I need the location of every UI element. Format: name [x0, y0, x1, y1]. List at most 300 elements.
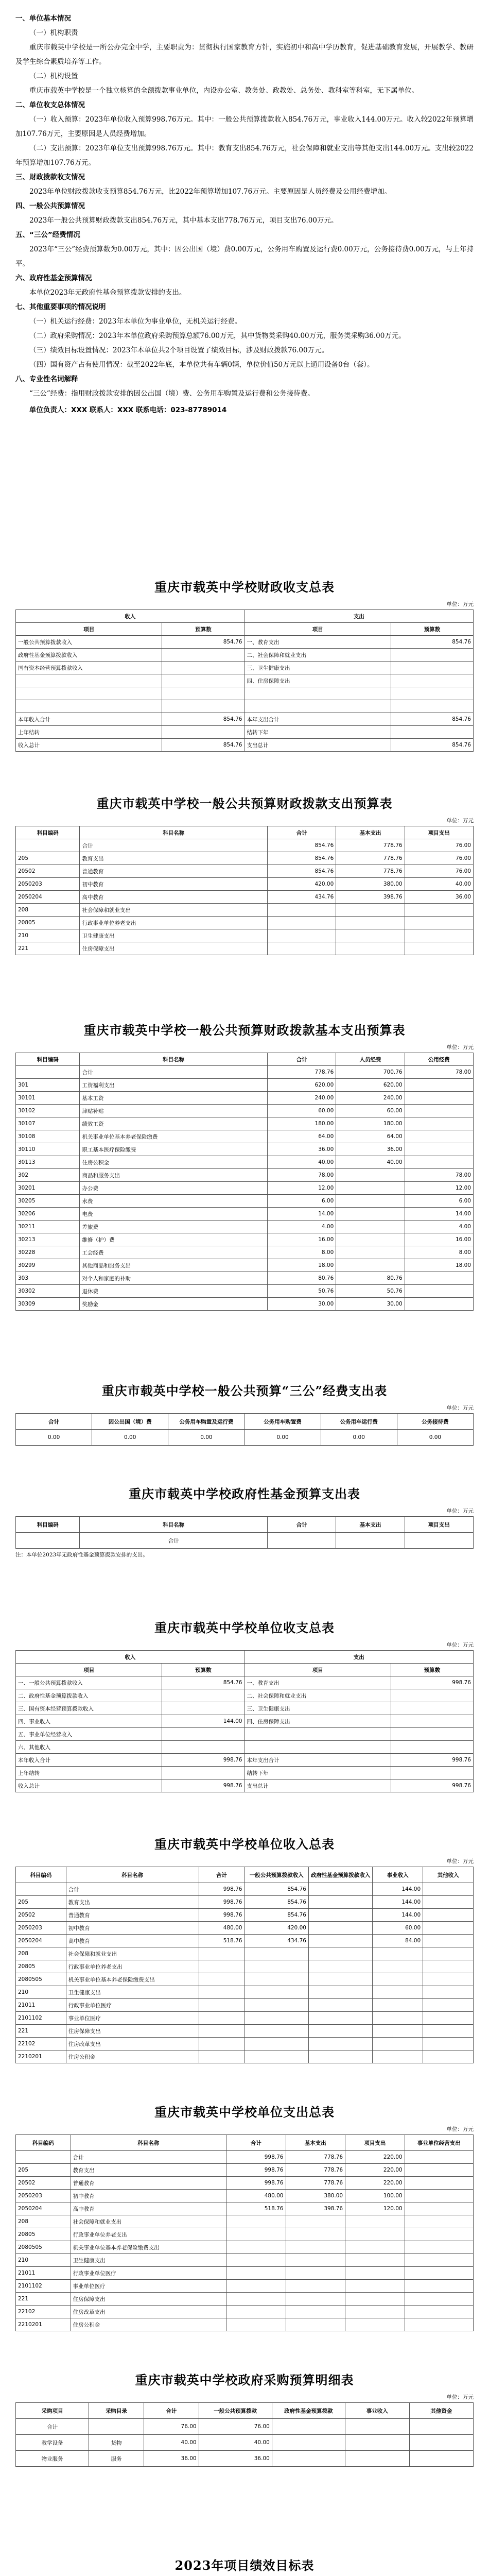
table-row — [16, 2419, 474, 2435]
table-row — [16, 1117, 474, 1130]
table-cell — [16, 674, 162, 687]
paragraph: “三公”经费：指用财政拨款安排的因公出国（境）费、公务用车购置及运行费和公务接待费。 — [29, 389, 315, 398]
table-cell — [226, 2254, 286, 2267]
table-row — [16, 1195, 474, 1208]
table-cell: 518.76 — [199, 1935, 244, 1947]
table-cell: 电费 — [80, 1208, 267, 1221]
table-cell: 30299 — [16, 1259, 80, 1272]
table-row — [16, 2280, 474, 2293]
table-title: 重庆市载英中学校政府采购预算明细表 — [135, 2372, 354, 2387]
table-cell: 住房改革支出 — [66, 2038, 199, 2050]
table-cell: 380.00 — [336, 878, 405, 891]
table-cell — [391, 674, 473, 687]
table-cell — [345, 2254, 405, 2267]
table-cell: 住房保障支出 — [80, 942, 267, 955]
table-cell — [308, 1986, 372, 1999]
table-cell: 998.76 — [199, 1896, 244, 1909]
heading: 一、单位基本情况 — [15, 14, 71, 23]
table-row — [16, 1130, 474, 1143]
table-cell — [286, 2228, 345, 2241]
table-row — [16, 2215, 474, 2228]
table-cell — [162, 700, 244, 713]
table-cell: 普通教育 — [80, 865, 267, 878]
table-cell: 结转下年 — [244, 726, 391, 739]
table-cell — [391, 649, 473, 662]
table-cell: 220.00 — [345, 2177, 405, 2190]
table-cell — [162, 1741, 244, 1754]
table-cell: 20502 — [16, 865, 80, 878]
table-cell — [286, 2280, 345, 2293]
table-cell — [345, 2241, 405, 2254]
table-cell: 住房保障支出 — [66, 2025, 199, 2038]
column-header: 项目支出 — [345, 2135, 405, 2151]
column-header: 政府性基金预算拨款 — [272, 2403, 345, 2419]
table-cell: 其他商品和服务支出 — [80, 1259, 267, 1272]
unit-label: 单位：万元 — [446, 818, 474, 824]
table-cell: 854.76 — [267, 839, 336, 852]
table-cell: 支出总计 — [244, 739, 391, 752]
table-cell — [199, 1960, 244, 1973]
column-header: 事业单位经营支出 — [405, 2135, 473, 2151]
table-cell: 420.00 — [267, 878, 336, 891]
table-cell: 854.76 — [244, 1896, 308, 1909]
table-cell: 教育支出 — [71, 2164, 226, 2177]
unit-label: 单位：万元 — [446, 1405, 474, 1411]
unit-label: 单位：万元 — [446, 1044, 474, 1050]
table-cell — [336, 1195, 405, 1208]
table-cell: 四、住房保障支出 — [244, 674, 391, 687]
table-cell — [308, 1999, 372, 2012]
table-cell — [286, 2318, 345, 2331]
table-row — [16, 726, 474, 739]
table-cell: 教育支出 — [80, 852, 267, 865]
table-cell — [226, 2318, 286, 2331]
table-cell — [336, 1169, 405, 1182]
unit-label: 单位：万元 — [446, 2394, 474, 2400]
table-row — [16, 1156, 474, 1169]
column-header: 科目名称 — [66, 1867, 199, 1883]
table-cell: 778.76 — [336, 839, 405, 852]
table-cell — [345, 2215, 405, 2228]
table-cell: 380.00 — [286, 2190, 345, 2202]
table-cell: 30213 — [16, 1233, 80, 1246]
table-cell — [345, 2435, 409, 2451]
table-cell — [345, 2318, 405, 2331]
table-cell: 2050203 — [16, 878, 80, 891]
table-row — [16, 1221, 474, 1233]
header-row — [16, 1053, 474, 1066]
table-cell — [16, 2151, 71, 2164]
table-cell: 16.00 — [405, 1233, 473, 1246]
table-cell: 302 — [16, 1169, 80, 1182]
table-cell: 434.76 — [267, 891, 336, 904]
unit-label: 单位：万元 — [446, 1858, 474, 1865]
table-cell — [162, 1702, 244, 1715]
table-cell — [267, 929, 336, 942]
table-cell: 14.00 — [267, 1208, 336, 1221]
table-cell — [226, 2280, 286, 2293]
table-body — [16, 1883, 474, 2063]
table-cell: 998.76 — [226, 2177, 286, 2190]
table-cell: 21011 — [16, 2267, 71, 2280]
table-cell — [272, 2435, 345, 2451]
table-cell — [336, 1233, 405, 1246]
table-cell — [308, 1896, 372, 1909]
table-cell — [162, 726, 244, 739]
table-cell: 76.00 — [405, 865, 473, 878]
column-header: 采购项目 — [16, 2403, 89, 2419]
table-row — [16, 1066, 474, 1079]
paragraph: 重庆市载英中学校是一所公办完全中学，主要职责为：贯彻执行国家教育方针，实施初中和高中学历教育，促进基础教育发展，开展教学、教研及学生综合素质培养等工作。 — [15, 43, 474, 66]
table-cell — [405, 2202, 473, 2215]
table-cell — [244, 2025, 308, 2038]
table-cell — [199, 1973, 244, 1986]
table-cell — [244, 1728, 391, 1741]
table-cell: 998.76 — [226, 2164, 286, 2177]
table-row — [16, 1689, 474, 1702]
column-header: 预算数 — [391, 623, 473, 636]
table-cell: 行政事业单位医疗 — [71, 2267, 226, 2280]
table-row — [16, 2241, 474, 2254]
table-cell: 2080505 — [16, 1973, 66, 1986]
table-cell: 办公费 — [80, 1182, 267, 1195]
table-cell — [267, 942, 336, 955]
table-cell — [199, 1947, 244, 1960]
table-cell — [308, 2038, 372, 2050]
table-cell — [244, 687, 391, 700]
income-table — [15, 1867, 474, 2063]
table-cell: 398.76 — [286, 2202, 345, 2215]
table-cell: 50.76 — [336, 1285, 405, 1298]
table-body — [16, 839, 474, 955]
table-cell — [405, 2306, 473, 2318]
table-cell: 30113 — [16, 1156, 80, 1169]
table-cell: 16.00 — [267, 1233, 336, 1246]
table-cell: 778.76 — [286, 2164, 345, 2177]
table-cell: 卫生健康支出 — [71, 2254, 226, 2267]
table-row — [16, 1298, 474, 1311]
table-cell: 40.00 — [144, 2435, 199, 2451]
table-cell — [423, 1922, 474, 1935]
table-cell: 78.00 — [267, 1169, 336, 1182]
column-header: 科目编码 — [16, 826, 80, 839]
table-row — [16, 2151, 474, 2164]
table-cell: 2050203 — [16, 2190, 71, 2202]
table-row — [16, 1728, 474, 1741]
unit-summary-table — [15, 1650, 474, 1792]
table-cell: 998.76 — [162, 1754, 244, 1767]
procurement-table — [15, 2402, 474, 2467]
table-cell: 998.76 — [391, 1754, 473, 1767]
table-cell: 合计 — [80, 1533, 267, 1549]
column-header: 合计 — [267, 1053, 336, 1066]
table-cell — [226, 2267, 286, 2280]
table-cell: 22102 — [16, 2306, 71, 2318]
table-title: 重庆市载英中学校单位收支总表 — [154, 1620, 335, 1635]
table-cell: 高中教育 — [66, 1935, 199, 1947]
table-cell: 620.00 — [267, 1079, 336, 1092]
data-row — [16, 1430, 474, 1446]
table-cell: 收入总计 — [16, 1780, 162, 1792]
table-row — [16, 1922, 474, 1935]
table-cell: 二、政府性基金预算拨款收入 — [16, 1689, 162, 1702]
table-row — [16, 1947, 474, 1960]
table-cell — [405, 1105, 473, 1117]
table-cell — [405, 929, 473, 942]
table-cell: 210 — [16, 1986, 66, 1999]
table-cell — [373, 2025, 423, 2038]
table-cell: 普通教育 — [66, 1909, 199, 1922]
paragraph: （二）政府采购情况：2023年本单位政府采购预算总额76.00万元，其中货物类采购40.00万元，服务类采购36.00万元。 — [29, 332, 406, 340]
table-cell: 0.00 — [244, 1430, 321, 1446]
table-cell: 998.76 — [199, 1909, 244, 1922]
table-row — [16, 1272, 474, 1285]
table-title: 重庆市载英中学校财政收支总表 — [154, 580, 335, 595]
table-row — [16, 878, 474, 891]
table-cell — [423, 1960, 474, 1973]
table-cell — [423, 1909, 474, 1922]
table-cell — [336, 929, 405, 942]
paragraph: 2023年单位财政拨款收支预算854.76万元，比2022年预算增加107.76万元。主要原因是人员经费及公用经费增加。 — [29, 188, 392, 196]
table-cell: 60.00 — [336, 1105, 405, 1117]
table-cell: 0.00 — [16, 1430, 92, 1446]
table-cell: 40.00 — [267, 1156, 336, 1169]
table-body — [16, 1676, 474, 1792]
table-row — [16, 1754, 474, 1767]
fund-table — [15, 1516, 474, 1549]
table-cell: 结转下年 — [244, 1767, 391, 1780]
table-row — [16, 942, 474, 955]
table-title: 重庆市载英中学校单位收入总表 — [154, 1837, 335, 1852]
table-cell — [423, 1973, 474, 1986]
column-header: 一般公共预算拨款 — [199, 2403, 272, 2419]
unit-label: 单位：万元 — [446, 1508, 474, 1514]
table-cell: 0.00 — [168, 1430, 244, 1446]
table-cell: 480.00 — [199, 1922, 244, 1935]
table-cell — [199, 2038, 244, 2050]
header-row — [16, 826, 474, 839]
heading: 六、政府性基金预算情况 — [15, 274, 92, 282]
table-cell — [405, 2190, 473, 2202]
table-cell — [199, 1986, 244, 1999]
table-cell: 854.76 — [391, 713, 473, 726]
table-cell — [405, 1533, 473, 1549]
table-cell — [373, 1986, 423, 1999]
table-cell: 二、社会保障和就业支出 — [244, 1689, 391, 1702]
column-header: 预算数 — [162, 623, 244, 636]
table-cell: 一、一般公共预算拨款收入 — [16, 1676, 162, 1689]
table-cell: 本年收入合计 — [16, 1754, 162, 1767]
table-cell: 服务 — [89, 2451, 144, 2467]
table-body — [16, 636, 474, 752]
table-cell — [272, 2451, 345, 2467]
table-row — [16, 1285, 474, 1298]
table-cell — [373, 2038, 423, 2050]
table-cell: 教育支出 — [66, 1896, 199, 1909]
table-cell: 8.00 — [267, 1246, 336, 1259]
table-cell — [336, 942, 405, 955]
table-cell: 退休费 — [80, 1285, 267, 1298]
table-cell — [405, 1092, 473, 1105]
table-cell — [244, 2038, 308, 2050]
column-header: 科目名称 — [80, 1053, 267, 1066]
table-cell — [244, 1741, 391, 1754]
table-cell: 绩效工资 — [80, 1117, 267, 1130]
table-cell: 221 — [16, 2293, 71, 2306]
column-header: 支出 — [244, 610, 474, 623]
table-cell: 76.00 — [199, 2419, 272, 2435]
table-cell: 2210201 — [16, 2050, 66, 2063]
table-row — [16, 1092, 474, 1105]
table-cell — [244, 1947, 308, 1960]
table-cell: 4.00 — [267, 1221, 336, 1233]
table-cell: 100.00 — [345, 2190, 405, 2202]
table-cell — [308, 1973, 372, 1986]
column-header: 公务用车购置及运行费 — [168, 1414, 244, 1430]
summary-table — [15, 609, 474, 752]
table-cell — [16, 1533, 80, 1549]
table-cell: 合计 — [16, 2419, 89, 2435]
table-cell — [391, 1728, 473, 1741]
table-section — [15, 793, 474, 955]
table-cell: 四、住房保障支出 — [244, 1715, 391, 1728]
table-cell: 上年结转 — [16, 726, 162, 739]
unit-label: 单位：万元 — [446, 2126, 474, 2132]
table-body — [16, 2151, 474, 2331]
table-cell — [267, 904, 336, 917]
table-cell: 205 — [16, 1896, 66, 1909]
table-cell: 60.00 — [373, 1922, 423, 1935]
table-cell — [336, 1246, 405, 1259]
table-cell: 40.00 — [336, 1156, 405, 1169]
table-cell: 卫生健康支出 — [80, 929, 267, 942]
table-row — [16, 674, 474, 687]
table-cell — [373, 1973, 423, 1986]
table-cell: 政府性基金预算拨款收入 — [16, 649, 162, 662]
column-header: 科目名称 — [71, 2135, 226, 2151]
paragraph: （三）绩效目标设置情况：2023年本单位共2个项目设置了绩效目标，涉及财政拨款76.00万元。 — [29, 346, 329, 354]
heading: 八、专业性名词解释 — [15, 375, 78, 383]
table-row — [16, 1767, 474, 1780]
paragraph: （四）国有资产占有使用情况：截至2022年底，本单位共有车辆0辆，单位价值50万元以上通用设备0台（套）。 — [29, 361, 374, 369]
table-cell: 五、事业单位经营收入 — [16, 1728, 162, 1741]
table-cell: 三、国有资本经营预算拨款收入 — [16, 1702, 162, 1715]
table-cell: 854.76 — [244, 1883, 308, 1896]
table-cell: 998.76 — [162, 1780, 244, 1792]
table-cell — [286, 2293, 345, 2306]
table-cell: 854.76 — [162, 739, 244, 752]
table-cell — [405, 1130, 473, 1143]
table-cell: 36.00 — [336, 1143, 405, 1156]
table-cell: 国有资本经营预算拨款收入 — [16, 662, 162, 674]
table-title: 重庆市载英中学校一般公共预算“三公”经费支出表 — [101, 1383, 388, 1398]
column-header: 事业收入 — [373, 1867, 423, 1883]
table-row — [16, 2177, 474, 2190]
column-header: 基本支出 — [336, 1517, 405, 1533]
table-row — [16, 1105, 474, 1117]
table-cell — [391, 1702, 473, 1715]
table-cell — [405, 1272, 473, 1285]
signature-line: 单位负责人：XXX 联系人：XXX 联系电话：023-87789014 — [29, 406, 227, 414]
table-row — [16, 2202, 474, 2215]
table-cell: 本年支出合计 — [244, 1754, 391, 1767]
table-cell — [336, 1208, 405, 1221]
column-header: 政府性基金预算拨款收入 — [308, 1867, 372, 1883]
table-row — [16, 700, 474, 713]
column-header: 基本支出 — [286, 2135, 345, 2151]
table-cell — [345, 2306, 405, 2318]
table-cell: 0.00 — [92, 1430, 168, 1446]
table-cell: 2050204 — [16, 1935, 66, 1947]
table-cell — [409, 2451, 474, 2467]
table-row — [16, 687, 474, 700]
table-cell — [308, 1909, 372, 1922]
table-cell: 30206 — [16, 1208, 80, 1221]
basic-expense-table — [15, 1053, 474, 1311]
table-cell: 社会保障和就业支出 — [66, 1947, 199, 1960]
table-cell — [405, 2241, 473, 2254]
table-cell: 221 — [16, 942, 80, 955]
table-cell: 180.00 — [336, 1117, 405, 1130]
table-cell: 住房公积金 — [66, 2050, 199, 2063]
table-cell: 奖励金 — [80, 1298, 267, 1311]
header-row — [16, 1867, 474, 1883]
table-cell: 64.00 — [267, 1130, 336, 1143]
table-cell: 住房改革支出 — [71, 2306, 226, 2318]
table-row — [16, 929, 474, 942]
table-cell: 支出总计 — [244, 1780, 391, 1792]
table-cell: 301 — [16, 1079, 80, 1092]
unit-label: 单位：万元 — [446, 1642, 474, 1648]
table-cell — [286, 2254, 345, 2267]
table-cell: 854.76 — [162, 713, 244, 726]
table-cell: 144.00 — [373, 1896, 423, 1909]
column-header: 项目支出 — [405, 826, 473, 839]
table-row — [16, 2318, 474, 2331]
table-cell — [391, 687, 473, 700]
column-header: 基本支出 — [336, 826, 405, 839]
table-cell — [423, 2050, 474, 2063]
table-cell: 行政事业单位医疗 — [66, 1999, 199, 2012]
subheading: （一）机构职责 — [29, 29, 78, 37]
table-row — [16, 1715, 474, 1728]
table-cell — [345, 2293, 405, 2306]
table-cell: 30211 — [16, 1221, 80, 1233]
table-row — [16, 1246, 474, 1259]
unit-label: 单位：万元 — [446, 601, 474, 607]
header-row — [16, 1414, 474, 1430]
table-title: 重庆市载英中学校一般公共预算财政拨款基本支出预算表 — [83, 1023, 406, 1038]
table-cell: 144.00 — [162, 1715, 244, 1728]
table-cell — [345, 2267, 405, 2280]
table-cell: 854.76 — [162, 636, 244, 649]
table-cell — [336, 1182, 405, 1195]
table-cell — [162, 1728, 244, 1741]
table-cell: 854.76 — [244, 1909, 308, 1922]
table-cell: 初中教育 — [71, 2190, 226, 2202]
table-cell — [308, 1960, 372, 1973]
table-row — [16, 2164, 474, 2177]
table-cell: 854.76 — [267, 865, 336, 878]
table-row — [16, 2293, 474, 2306]
table-cell: 行政事业单位养老支出 — [71, 2228, 226, 2241]
table-cell — [286, 2306, 345, 2318]
table-cell — [244, 1986, 308, 1999]
table-cell: 998.76 — [226, 2151, 286, 2164]
table-cell — [409, 2419, 474, 2435]
table-cell: 30201 — [16, 1182, 80, 1195]
table-row — [16, 2451, 474, 2467]
